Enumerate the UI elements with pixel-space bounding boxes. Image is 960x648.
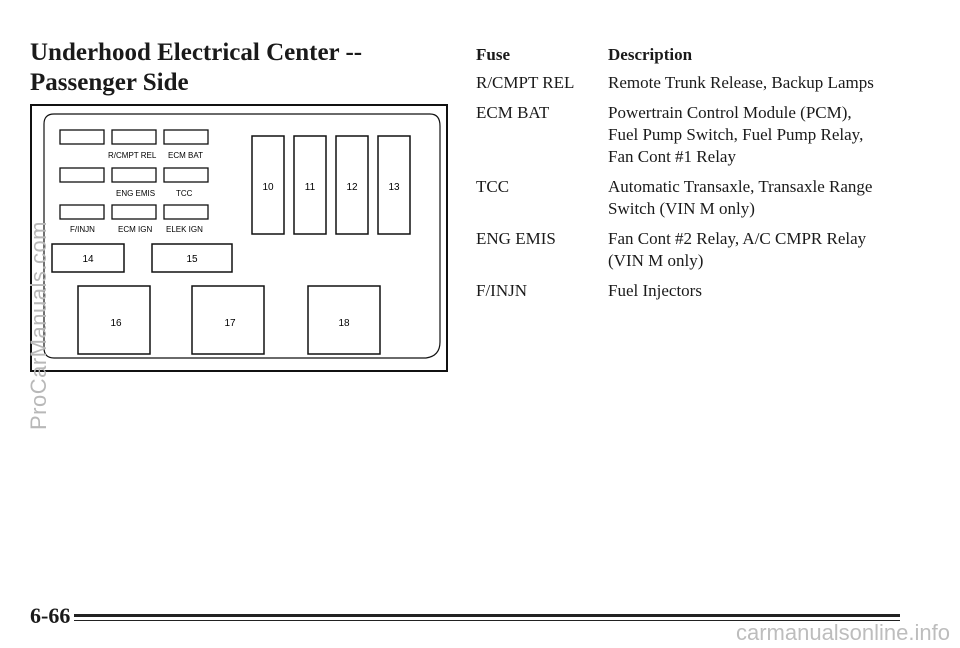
column-header-description: Description [608, 45, 693, 64]
fuse-name: TCC [476, 177, 510, 196]
side-watermark: ProCarManuals.com [26, 220, 51, 430]
relay-label: 12 [346, 182, 358, 193]
fuse-description: Fuel Injectors [608, 281, 702, 300]
relay-label: 13 [388, 182, 400, 193]
fuse-label-finjn: F/INJN [70, 225, 95, 234]
relay-label: 11 [304, 182, 316, 193]
fuse-description: Powertrain Control Module (PCM), Fuel Pump Switch, Fuel Pump Relay, Fan Cont #1 Relay [608, 103, 864, 166]
fuse-table [476, 44, 876, 310]
small-fuse [60, 130, 104, 144]
page-title: Underhood Electrical Center -- Passenger Side [30, 39, 363, 96]
table-row [476, 102, 876, 176]
fuse-label: 15 [186, 254, 198, 265]
small-fuse [164, 205, 208, 219]
fuse-label-eng-emis: ENG EMIS [116, 189, 156, 198]
fuse-label: 18 [338, 318, 350, 329]
fuse-label: 17 [224, 318, 236, 329]
fuse-label-tcc: TCC [176, 189, 193, 198]
fuse-label: 16 [110, 318, 122, 329]
fuse-name: ECM BAT [476, 103, 550, 122]
fuse-name: R/CMPT REL [476, 73, 575, 92]
fuse-name: ENG EMIS [476, 229, 556, 248]
fuse-name: F/INJN [476, 281, 528, 300]
footer-rule [74, 614, 900, 617]
fuse-label-elek-ign: ELEK IGN [166, 225, 203, 234]
small-fuse [60, 205, 104, 219]
fuse-label-rcmpt-rel: R/CMPT REL [108, 151, 157, 160]
table-row [476, 176, 876, 228]
relay-label: 10 [262, 182, 274, 193]
table-row [476, 72, 876, 102]
small-fuse [112, 130, 156, 144]
fuse-description: Remote Trunk Release, Backup Lamps [608, 73, 874, 92]
small-fuse [112, 168, 156, 182]
fuse-label-ecm-bat: ECM BAT [168, 151, 203, 160]
fuse-box-diagram [30, 104, 450, 379]
small-fuse [164, 130, 208, 144]
small-fuse [60, 168, 104, 182]
fuse-label: 14 [82, 254, 94, 265]
column-header-fuse: Fuse [476, 45, 510, 64]
table-row [476, 228, 876, 280]
page-number: 6-66 [30, 603, 71, 628]
fuse-description: Fan Cont #2 Relay, A/C CMPR Relay (VIN M only) [608, 229, 867, 270]
small-fuse [112, 205, 156, 219]
diagram-frame [31, 105, 447, 371]
fuse-description: Automatic Transaxle, Transaxle Range Switch (VIN M only) [608, 177, 873, 218]
fuse-label-ecm-ign: ECM IGN [118, 225, 153, 234]
table-row [476, 280, 876, 310]
small-fuse [164, 168, 208, 182]
bottom-watermark: carmanualsonline.info [735, 620, 950, 645]
